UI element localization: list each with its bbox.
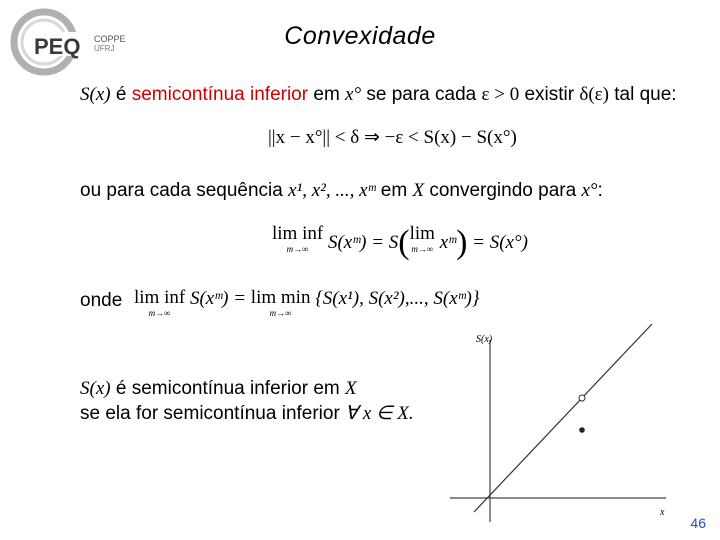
slide-title: Convexidade — [284, 22, 436, 50]
onde-label: onde — [80, 290, 123, 311]
page-number: 46 — [690, 515, 706, 531]
svg-text:UFRJ: UFRJ — [94, 44, 115, 53]
function-s: S(x) — [80, 84, 111, 105]
x-axis-label: x — [660, 507, 665, 518]
highlight-term: semicontínua inferior — [131, 84, 309, 105]
liminf-definition: lim inf m→∞ S(xᵐ) = lim min m→∞ {S(x¹), S(x²),..., S(xᵐ)} — [134, 287, 480, 318]
set-statement-line: S(x) é semicontínua inferior em X — [80, 378, 357, 399]
function-line — [474, 324, 652, 512]
sequence-line: ou para cada sequência x¹, x², ..., xᵐ em X convergindo para x°: — [80, 180, 603, 201]
forall-line: se ela for semicontínua inferior ∀ x ∈ X. — [80, 403, 414, 424]
svg-text:PEQ: PEQ — [34, 34, 81, 59]
lsc-function-graph — [440, 322, 680, 522]
epsilon-delta-condition: ||x − x°|| < δ ⇒ −ε < S(x) − S(x°) — [268, 127, 517, 148]
liminf-equation: lim inf m→∞ S(xᵐ) = S(lim m→∞ xᵐ) = S(x°) — [272, 223, 528, 261]
open-point — [579, 395, 585, 401]
y-axis-label: S(x) — [476, 334, 493, 345]
filled-point — [579, 427, 585, 433]
definition-line: S(x) é semicontínua inferior em x° se para cada ε > 0 existir δ(ε) tal que: — [80, 84, 677, 105]
svg-text:COPPE: COPPE — [94, 34, 126, 44]
